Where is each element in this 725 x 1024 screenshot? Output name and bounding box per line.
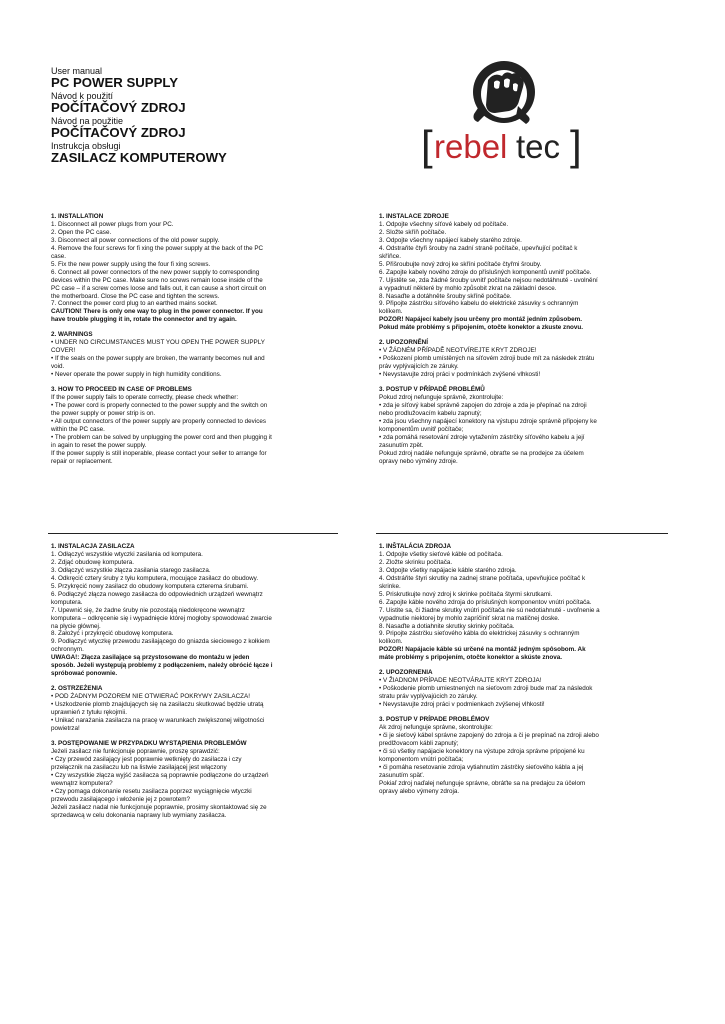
body-line: 9. Pripojte zástrčku sieťového kábla do elektrickej zásuvky s ochranným kolíkom. — [379, 630, 580, 646]
body-line: 5. Przykręcić nowy zasilacz do obudowy komputera czterema śrubami. — [51, 582, 249, 590]
paragraph-gap — [379, 709, 601, 716]
divider-left — [48, 533, 338, 534]
body-line: • V ŽÁDNÉM PŘÍPADĚ NEOTVÍREJTE KRYT ZDROJE! — [379, 347, 537, 355]
body-line: 4. Odstraňte čtyři šrouby na zadní straně počítače, upevňující počítač k skříňce. — [379, 244, 578, 260]
header-title-cz: POČÍTAČOVÝ ZDROJ — [51, 100, 186, 115]
body-line: Jeżeli zasilacz nadal nie funkcjonuje poprawnie, prosimy skontaktować się ze sprzedawcą w celu dokonania naprawy lub wymiany zasilacza. — [51, 803, 267, 819]
section-heading: 2. OSTRZEŻENIA — [51, 685, 103, 693]
section-slovak — [379, 543, 601, 796]
body-line: 3. Disconnect all power connections of the old power supply. — [51, 236, 220, 244]
body-line: 2. Složte skříň počítače. — [379, 228, 447, 236]
body-line: 8. Nasaďte a dotáhněte šrouby skříně počítače. — [379, 292, 512, 300]
header-line-user-manual: User manual — [51, 66, 103, 76]
body-line: 6. Zapojte káble nového zdroja do príslušných komponentov vnútri počítača. — [379, 598, 592, 606]
section-heading: 3. POSTUP V PRÍPADE PROBLÉMOV — [379, 716, 490, 724]
body-line: Jeżeli zasilacz nie funkcjonuje poprawnie, proszę sprawdzić: — [51, 747, 220, 755]
caution-text: UWAGA!: Złącza zasilające są przystosowane do montażu w jeden sposób. Jeżeli występują problemy z podłączeniem, należy obrócić łącze i spróbować ponownie. — [51, 654, 273, 678]
body-line: 3. Odpojte všetky napájacie káble starého zdroja. — [379, 566, 517, 574]
section-heading: 2. UPOZORNĚNÍ — [379, 339, 428, 347]
body-line: 5. Fix the new power supply using the four fi xing screws. — [51, 260, 211, 268]
paragraph-gap — [51, 324, 273, 331]
body-line: 4. Remove the four screws for fi xing the power supply at the back of the PC case. — [51, 244, 264, 260]
body-line: • If the seals on the power supply are broken, the warranty becomes null and void. — [51, 355, 265, 371]
body-line: 1. Disconnect all power plugs from your PC. — [51, 220, 174, 228]
caution-text: POZOR! Napájacie káble sú určené na montáž jedným spôsobom. Ak máte problémy s pripojením, otočte konektor a skúste znova. — [379, 646, 586, 662]
logo-bracket-left: [ — [421, 122, 433, 169]
body-line: • The problem can be solved by unplugging the power cord and then plugging it in again to reset the power supply. — [51, 433, 272, 449]
body-line: 7. Ujistěte se, zda žádné šrouby uvnitř počítače nejsou nedotáhnuté - uvolnění a vypadnutí některé by mohlo způsobit zkrat na základní desce. — [379, 276, 598, 292]
body-line: 3. Odłączyć wszystkie złącza zasilania starego zasilacza. — [51, 566, 211, 574]
body-line: 4. Odkręcić cztery śruby z tyłu komputera, mocujące zasilacz do obudowy. — [51, 574, 259, 582]
header-title-sk: POČÍTAČOVÝ ZDROJ — [51, 125, 186, 140]
logo-tec: tec — [516, 128, 561, 165]
header-line-sk: Návod na použitie — [51, 116, 124, 126]
body-line: 2. Zložte skrinku počítača. — [379, 558, 453, 566]
body-line: 9. Připojte zástrčku síťového kabelu do elektrické zásuvky s ochranným kolíkem. — [379, 300, 579, 316]
body-line: • All output connectors of the power supply are properly connected to devices within the PC case. — [51, 417, 267, 433]
caution-text: POZOR! Napájecí kabely jsou určeny pro montáž jedním způsobem. Pokud máte problémy s připojením, otočte konektor a zkuste znovu. — [379, 316, 583, 332]
body-line: 1. Odpojte všechny síťové kabely od počítače. — [379, 220, 509, 228]
body-line: • Nevystavujte zdroj práci v podmienkach zvýšenej vlhkosti! — [379, 701, 545, 709]
body-line: Pokud zdroj nadále nefunguje správně, obraťte se na prodejce za účelem opravy nebo výměny zdroje. — [379, 449, 584, 465]
body-line: • zda je síťový kabel správně zapojen do zdroje a zda je přepínač na zdroji nebo prodlužovacím kabelu zapnutý; — [379, 401, 587, 417]
paragraph-gap — [51, 379, 273, 386]
header-title-pl: ZASILACZ KOMPUTEROWY — [51, 150, 227, 165]
title-block — [51, 66, 351, 166]
section-heading: 3. HOW TO PROCEED IN CASE OF PROBLEMS — [51, 386, 192, 394]
body-line: 1. Odpojte všetky sieťové káble od počítača. — [379, 550, 503, 558]
body-line: • Czy wszystkie złącza wyjść zasilacza są poprawnie podłączone do urządzeń wewnątrz komputera? — [51, 771, 269, 787]
body-line: • zda jsou všechny napájecí konektory na výstupu zdroje správně připojeny ke komponentům uvnitř počítače; — [379, 417, 597, 433]
section-heading: 1. INŠTALÁCIA ZDROJA — [379, 543, 452, 550]
body-line: • Never operate the power supply in high humidity conditions. — [51, 371, 222, 379]
section-heading: 1. INSTALACE ZDROJE — [379, 213, 449, 220]
body-line: • V ŽIADNOM PRÍPADE NEOTVÁRAJTE KRYT ZDROJA! — [379, 677, 542, 685]
body-line: Pokud zdroj nefunguje správně, zkontrolujte: — [379, 394, 504, 402]
section-polish — [51, 543, 273, 819]
section-heading: 2. UPOZORNENIA — [379, 669, 433, 677]
body-line: • The power cord is properly connected to the power supply and the switch on the power supply or power strip is on. — [51, 401, 268, 417]
body-line: 8. Założyć i przykręcić obudowę komputera. — [51, 630, 174, 638]
body-line: 2. Zdjąć obudowę komputera. — [51, 558, 134, 566]
body-line: 7. Uistite sa, či žiadne skrutky vnútri počítača nie sú nedotiahnuté - uvoľnenie a vypadnutie niektorej by mohlo zapríčiniť skrat na matičnej doske. — [379, 606, 600, 622]
section-english — [51, 213, 273, 466]
body-line: • Poškodenie plomb umiestnených na sieťovom zdroji bude mať za následok stratu práv vyplývajúcich zo záruky. — [379, 685, 593, 701]
rebeltec-logo — [418, 54, 588, 172]
logo-bracket-right: ] — [570, 122, 582, 169]
body-line: 4. Odstráňte štyri skrutky na zadnej strane počítača, upevňujúce počítač k skrinke. — [379, 574, 586, 590]
body-line: • Nevystavujte zdroj práci v podmínkách zvýšené vlhkosti! — [379, 371, 541, 379]
body-line: • či sú všetky napájacie konektory na výstupe zdroja správne pripojené ku komponentom vnútri počítača; — [379, 747, 585, 763]
body-line: 8. Nasaďte a dotiahnite skrutky skrinky počítača. — [379, 622, 515, 630]
logo-rebel: rebel — [434, 128, 508, 165]
section-heading: 3. POSTĘPOWANIE W PRZYPADKU WYSTĄPIENIA PROBLEMÓW — [51, 739, 247, 747]
section-czech — [379, 213, 601, 466]
body-line: • Czy przewód zasilający jest poprawnie wetknięty do zasilacza i czy przełącznik na zasilaczu lub na listwie zasilającej jest włączony — [51, 755, 242, 771]
body-line: 6. Connect all power connectors of the new power supply to corresponding devices within the PC case. Make sure no screws remain loose inside of the PC case – if a screw comes loose and falls out, it can cause a short circuit on the motherboard. Close the PC case and tighten the screws. — [51, 268, 267, 300]
body-line: Pokiaľ zdroj naďalej nefunguje správne, obráťte sa na predajcu za účelom opravy alebo výmeny zdroja. — [379, 779, 586, 795]
body-line: • Unikać narażania zasilacza na pracę w warunkach zwiększonej wilgotności powietrza! — [51, 717, 265, 732]
section-heading: 3. POSTUP V PŘÍPADĚ PROBLÉMŮ — [379, 386, 485, 394]
body-line: 6. Zapojte kabely nového zdroje do příslušných komponentů uvnitř počítače. — [379, 268, 592, 276]
paragraph-gap — [51, 733, 273, 740]
divider-right — [376, 533, 668, 534]
fist-icon — [418, 54, 588, 172]
section-heading: 1. INSTALLATION — [51, 213, 104, 220]
body-line: 6. Podłączyć złącza nowego zasilacza do odpowiednich urządzeń wewnątrz komputera. — [51, 590, 263, 606]
header-line-pl: Instrukcja obsługi — [51, 141, 121, 151]
body-line: If the power supply fails to operate correctly, please check whether: — [51, 394, 239, 402]
body-line: 5. Priskrutkujte nový zdroj k skrinke počítača štyrmi skrutkami. — [379, 590, 553, 598]
section-heading: 2. WARNINGS — [51, 331, 93, 339]
body-line: 7. Upewnić się, że żadne śruby nie pozostają niedokręcone wewnątrz komputera – odkręcenie się i wypadnięcie której mogłoby spowodować zwarcie na płycie głównej. — [51, 606, 272, 630]
body-line: 9. Podłączyć wtyczkę przewodu zasilającego do gniazda sieciowego z kołkiem ochronnym. — [51, 638, 270, 654]
body-line: If the power supply is still inoperable, please contact your seller to arrange for repair or replacement. — [51, 449, 267, 465]
body-line: • či je sieťový kábel správne zapojený do zdroja a či je prepínač na zdroji alebo predlžovacom kábli zapnutý; — [379, 731, 599, 747]
header-title-en: PC POWER SUPPLY — [51, 75, 179, 90]
body-line: 2. Open the PC case. — [51, 228, 112, 236]
body-line: • Poškození plomb umístěných na síťovém zdroji bude mít za následek ztrátu práv vyplývajících ze záruky. — [379, 355, 595, 371]
body-line: • či pomáha resetovanie zdroja vytiahnutím zástrčky sieťového kábla a jej zasunutím späť. — [379, 763, 584, 779]
body-line: • zda pomáhá resetování zdroje vytažením zástrčky síťového kabelu a její zasunutím zpět. — [379, 433, 585, 449]
body-line: Ak zdroj nefunguje správne, skontrolujte: — [379, 724, 493, 732]
body-line: 1. Odłączyć wszystkie wtyczki zasilania od komputera. — [51, 550, 203, 558]
body-line: 5. Přišroubujte nový zdroj ke skříni počítače čtyřmi šrouby. — [379, 260, 542, 268]
paragraph-gap — [379, 379, 601, 386]
body-line: • Uszkodzenie plomb znajdujących się na zasilaczu skutkować będzie utratą uprawnień z tytułu rękojmii. — [51, 701, 264, 717]
caution-text: CAUTION! There is only one way to plug in the power connector. If you have trouble plugging it in, rotate the connector and try again. — [51, 308, 263, 324]
body-line: 3. Odpojte všechny napájecí kabely starého zdroje. — [379, 236, 522, 244]
paragraph-gap — [379, 662, 601, 669]
header-line-cz: Návod k použití — [51, 91, 114, 101]
section-heading: 1. INSTALACJA ZASILACZA — [51, 543, 135, 550]
body-line: • Czy pomaga dokonanie resetu zasilacza poprzez wyciągnięcie wtyczki przewodu zasilającego i włożenie jej z powrotem? — [51, 787, 252, 803]
body-line: • UNDER NO CIRCUMSTANCES MUST YOU OPEN THE POWER SUPPLY COVER! — [51, 339, 265, 355]
body-line: • POD ŻADNYM POZOREM NIE OTWIERAĆ POKRYWY ZASILACZA! — [51, 693, 250, 701]
body-line: 7. Connect the power cord plug to an earthed mains socket. — [51, 300, 218, 308]
